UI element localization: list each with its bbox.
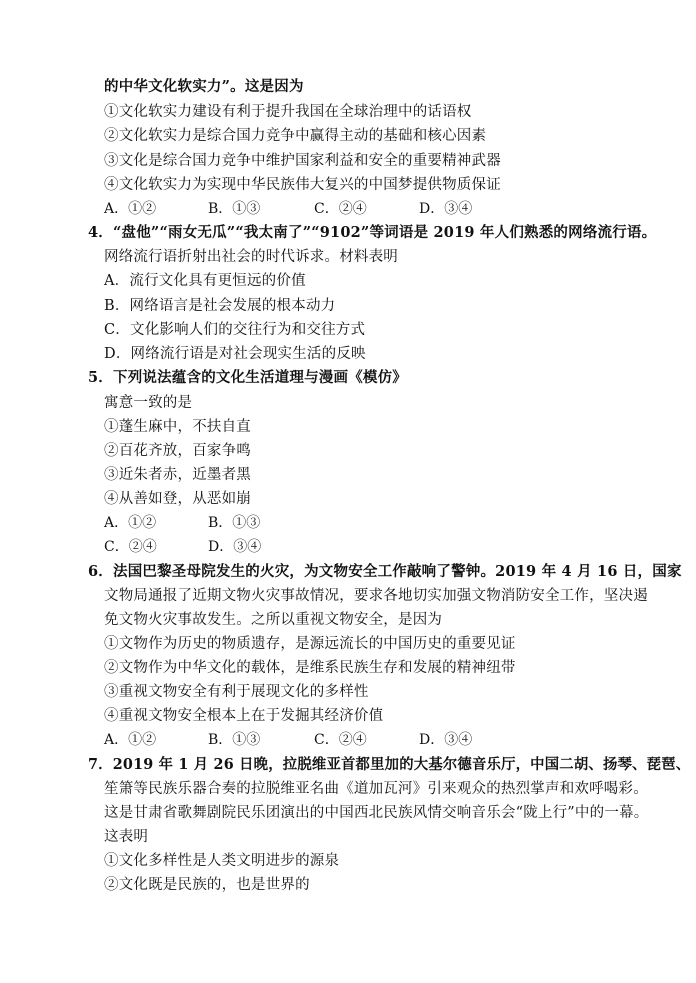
q4-stem-line2: 网络流行语折射出社会的时代诉求。材料表明	[104, 249, 398, 265]
q4-option-b[interactable]: B．网络语言是社会发展的根本动力	[104, 298, 336, 314]
q7-stem-line3: 这是甘肃省歌舞剧院民乐团演出的中国西北民族风情交响音乐会“陇上行”中的一幕。	[104, 805, 649, 821]
q6-stem-line1: 6．法国巴黎圣母院发生的火灾，为文物安全工作敲响了警钟。2019 年 4 月 16 日，国家	[88, 563, 682, 580]
q5-option-a[interactable]: A．①②	[104, 515, 157, 531]
q6-option-c[interactable]: C．②④	[314, 732, 367, 748]
q4-option-d[interactable]: D．网络流行语是对社会现实生活的反映	[104, 346, 366, 362]
q5-option-c[interactable]: C．②④	[104, 539, 157, 555]
q5-option-d[interactable]: D．③④	[208, 539, 262, 555]
q6-item-2: ②文物作为中华文化的载体，是维系民族生存和发展的精神纽带	[104, 660, 516, 676]
q3-item-2: ②文化软实力是综合国力竞争中赢得主动的基础和核心因素	[104, 128, 487, 144]
q5-item-1: ①蓬生麻中，不扶自直	[104, 419, 251, 435]
q7-item-2: ②文化既是民族的，也是世界的	[104, 877, 310, 893]
q3-item-1: ①文化软实力建设有利于提升我国在全球治理中的话语权	[104, 104, 472, 120]
q7-stem-line4: 这表明	[104, 829, 149, 845]
q7-item-1: ①文化多样性是人类文明进步的源泉	[104, 853, 340, 869]
q3-stem-continuation: 的中华文化软实力”。这是因为	[104, 78, 304, 95]
q7-stem-line2: 笙箫等民族乐器合奏的拉脱维亚名曲《道加瓦河》引来观众的热烈掌声和欢呼喝彩。	[104, 781, 648, 797]
q6-option-b[interactable]: B．①③	[208, 732, 261, 748]
q4-stem-line1: 4．“盘他”“雨女无瓜”“我太南了”“9102”等词语是 2019 年人们熟悉的网络流行语。	[88, 224, 657, 241]
q4-option-a[interactable]: A．流行文化具有更恒远的价值	[104, 273, 306, 289]
q7-stem-line1: 7．2019 年 1 月 26 日晚，拉脱维亚首都里加的大基尔德音乐厅，中国二胡、扬琴、琵琶、	[88, 756, 691, 773]
q6-item-4: ④重视文物安全根本上在于发掘其经济价值	[104, 708, 384, 724]
q3-option-d[interactable]: D．③④	[419, 201, 473, 217]
q4-option-c[interactable]: C．文化影响人们的交往行为和交往方式	[104, 322, 366, 338]
q5-item-3: ③近朱者赤，近墨者黑	[104, 467, 251, 483]
q3-option-a[interactable]: A．①②	[104, 201, 157, 217]
q6-item-1: ①文物作为历史的物质遗存，是源远流长的中国历史的重要见证	[104, 636, 516, 652]
q3-option-c[interactable]: C．②④	[314, 201, 367, 217]
q6-option-d[interactable]: D．③④	[419, 732, 473, 748]
q6-item-3: ③重视文物安全有利于展现文化的多样性	[104, 684, 369, 700]
q6-stem-line2: 文物局通报了近期文物火灾事故情况，要求各地切实加强文物消防安全工作，坚决遏	[104, 588, 648, 604]
q3-option-b[interactable]: B．①③	[208, 201, 261, 217]
q3-item-3: ③文化是综合国力竞争中维护国家利益和安全的重要精神武器	[104, 153, 501, 169]
q3-item-4: ④文化软实力为实现中华民族伟大复兴的中国梦提供物质保证	[104, 177, 501, 193]
q5-option-b[interactable]: B．①③	[208, 515, 261, 531]
q5-stem-line2: 寓意一致的是	[104, 395, 193, 411]
q6-option-a[interactable]: A．①②	[104, 732, 157, 748]
q5-stem-line1: 5．下列说法蕴含的文化生活道理与漫画《模仿》	[88, 369, 407, 386]
q5-item-4: ④从善如登，从恶如崩	[104, 491, 251, 507]
q5-item-2: ②百花齐放，百家争鸣	[104, 443, 251, 459]
q6-stem-line3: 免文物火灾事故发生。之所以重视文物安全，是因为	[104, 612, 443, 628]
